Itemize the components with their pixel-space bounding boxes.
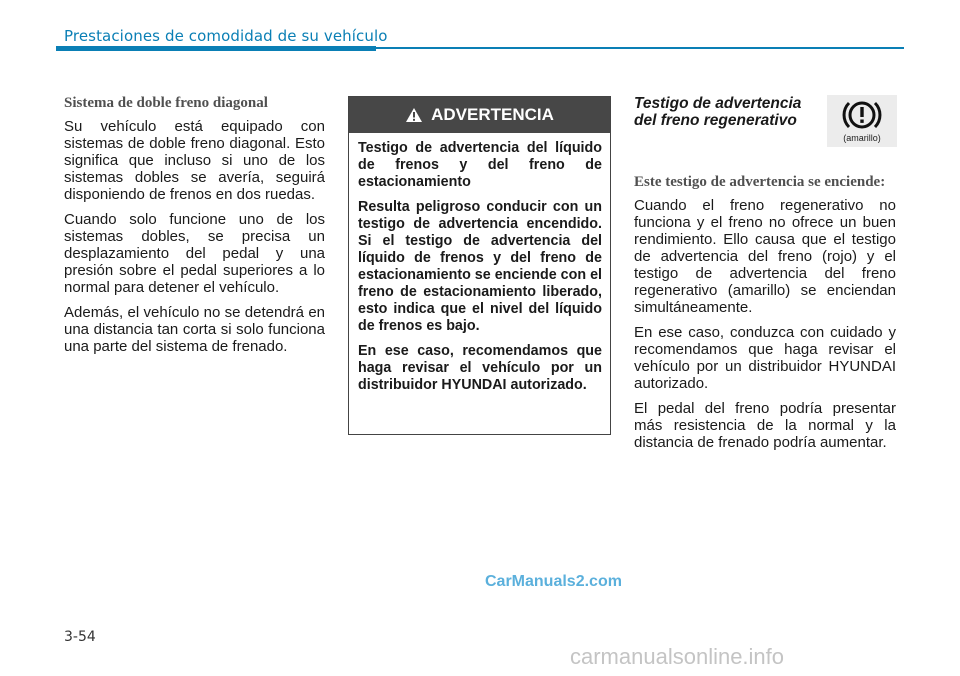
left-heading: Sistema de doble freno diagonal [64, 95, 268, 111]
warning-label: ADVERTENCIA [431, 105, 554, 124]
left-column [64, 95, 325, 363]
right-paragraph: El pedal del freno podría presentar más resistencia de la normal y la distancia de frenado podría aumentar. [634, 400, 896, 451]
right-paragraph: Cuando el freno regenerativo no funciona y el freno no ofrece un buen rendimiento. Ello causa que el testigo de advertencia del freno (rojo) y el testigo de advertencia del freno regenerativo (amarillo) se enciendan simultáneamente. [634, 197, 896, 316]
watermark-link[interactable]: CarManuals2.com [485, 573, 622, 590]
left-paragraph: Cuando solo funcione uno de los sistemas dobles, se precisa un desplazamiento del pedal y una presión sobre el pedal superiores a lo normal para detener el vehículo. [64, 211, 325, 296]
right-subheading: Este testigo de advertencia se enciende: [634, 174, 886, 190]
brake-warning-icon [841, 98, 883, 132]
warning-paragraph: En ese caso, recomendamos que haga revisar el vehículo por un distribuidor HYUNDAI autorizado. [358, 343, 602, 393]
header-rule-thin [376, 47, 904, 49]
right-paragraph: En ese caso, conduzca con cuidado y recomendamos que haga revisar el vehículo por un distribuidor HYUNDAI autorizado. [634, 324, 896, 392]
indicator-caption: (amarillo) [843, 133, 881, 143]
warning-body [349, 133, 610, 394]
header-rule-thick [56, 46, 376, 51]
left-paragraph: Además, el vehículo no se detendrá en una distancia tan corta si solo funciona una parte del sistema de frenado. [64, 304, 325, 355]
page-number: 3-54 [64, 629, 96, 645]
warning-triangle-icon [405, 107, 423, 123]
warning-paragraph: Resulta peligroso conducir con un testigo de advertencia encendido. Si el testigo de advertencia del líquido de frenos y del freno de estacionamiento se enciende con el freno de estacionamiento liberado, esto indica que el nivel del líquido de frenos es bajo. [358, 199, 602, 334]
regen-brake-title: Testigo de advertencia del freno regenerativo [634, 95, 802, 129]
warning-box [348, 96, 611, 435]
indicator-box [827, 95, 897, 147]
right-column [634, 174, 896, 459]
warning-header [349, 97, 610, 133]
watermark-site: carmanualsonline.info [570, 644, 785, 669]
left-paragraph: Su vehículo está equipado con sistemas de doble freno diagonal. Esto significa que incluso si uno de los sistemas dobles se avería, seguirá disponiendo de frenos en dos ruedas. [64, 118, 325, 203]
warning-paragraph: Testigo de advertencia del líquido de frenos y del freno de estacionamiento [358, 140, 602, 190]
section-title: Prestaciones de comodidad de su vehículo [64, 27, 388, 45]
